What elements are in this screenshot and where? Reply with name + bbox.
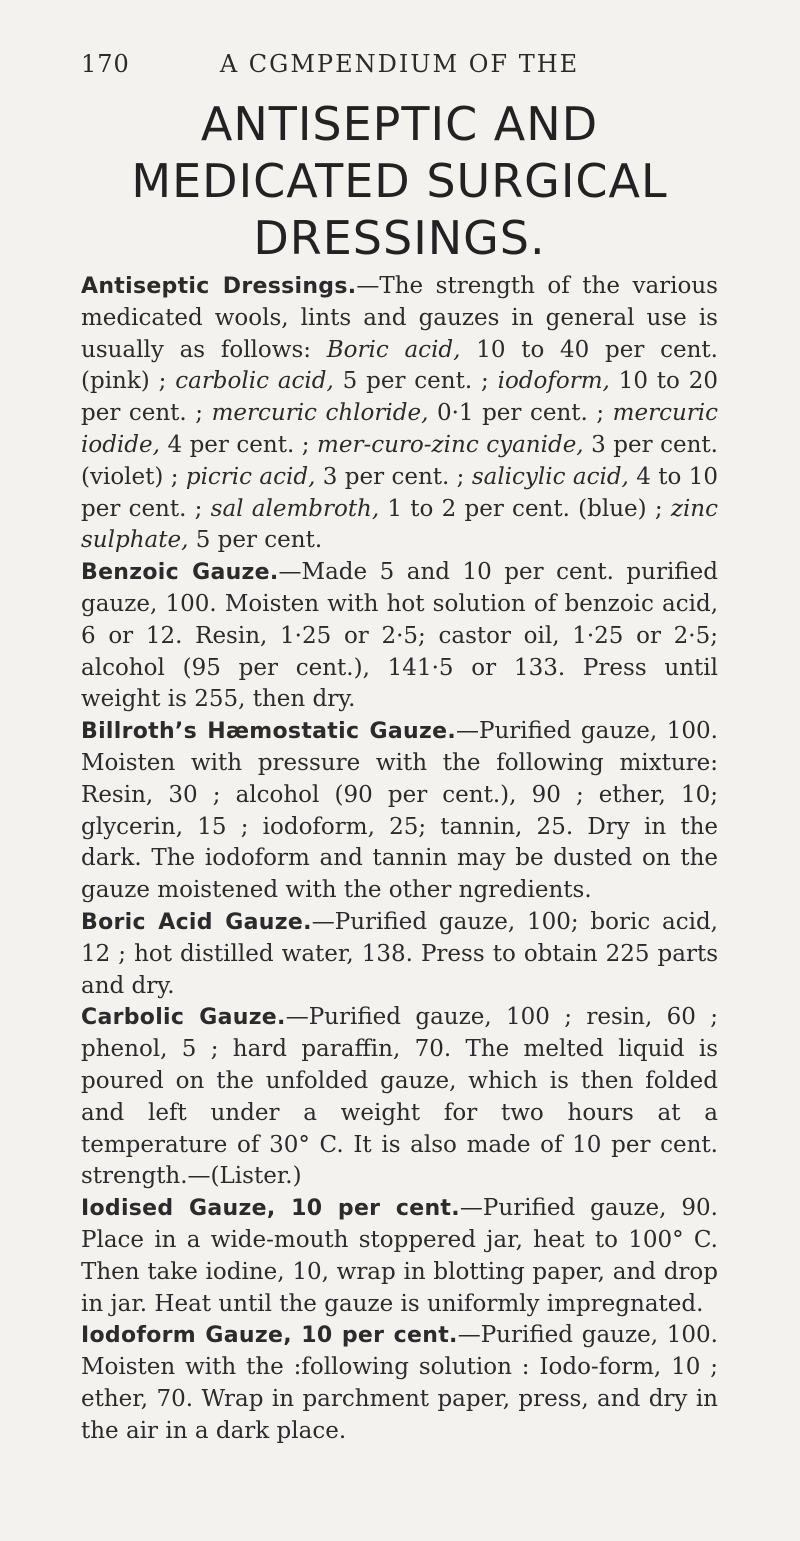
italic-term: mer-curo-zinc cyanide,	[317, 431, 584, 458]
italic-term: sal alembroth,	[210, 495, 380, 522]
italic-term: mercuric chloride,	[211, 400, 429, 427]
heading-boric-acid-gauze: Boric Acid Gauze.	[81, 909, 312, 935]
paragraph-antiseptic-dressings	[81, 271, 718, 557]
text-segment: 4 to 10 per cent. ;	[81, 463, 718, 522]
paragraph-iodoform-gauze	[81, 1320, 718, 1447]
page-body	[81, 271, 718, 1447]
title-line-2: MEDICATED SURGICAL	[131, 154, 668, 208]
chapter-title	[81, 96, 718, 267]
text-segment: 5 per cent.	[188, 527, 323, 554]
text-segment: 3 per cent. ;	[315, 463, 472, 490]
heading-carbolic-gauze: Carbolic Gauze.	[81, 1005, 286, 1031]
italic-term: iodoform,	[497, 368, 610, 395]
running-head: A CGMPENDIUM OF THE	[219, 50, 580, 78]
italic-term: carbolic acid,	[175, 368, 334, 395]
italic-term: mercuric iodide,	[81, 400, 719, 458]
title-line-1: ANTISEPTIC AND	[200, 97, 599, 151]
text-segment: 0·1 per cent. ;	[428, 400, 613, 427]
page-header	[81, 50, 718, 90]
paragraph-text: —Purified gauze, 90. Place in a wide-mouth stoppered jar, heat to 100° C. Then take iodine, 10, wrap in blotting paper, and drop in jar. Heat until the gauze is uniformly impregnated.	[81, 1195, 718, 1317]
text-segment: 10 to 20 per cent. ;	[81, 368, 718, 427]
italic-term: zinc sulphate,	[81, 495, 718, 554]
paragraph-boric-acid-gauze	[81, 907, 718, 1002]
paragraph-benzoic-gauze	[81, 557, 718, 716]
text-segment: 10 to 40 per cent. (pink) ;	[81, 336, 718, 395]
paragraph-iodised-gauze	[81, 1193, 718, 1320]
heading-billroth-gauze: Billroth’s Hæmostatic Gauze.	[81, 719, 456, 745]
paragraph-text: —Purified gauze, 100 ; resin, 60 ; phenol, 5 ; hard paraffin, 70. The melted liquid is poured on the unfolded gauze, which is then folded and left under a weight for two hours at a temperature of 30° C. It is also made of 10 per cent. strength.—(Lister.)	[81, 1004, 718, 1190]
paragraph-billroth-gauze	[81, 716, 718, 907]
heading-benzoic-gauze: Benzoic Gauze.	[81, 560, 279, 586]
italic-term: Boric acid,	[326, 336, 461, 363]
page-number: 170	[81, 50, 130, 78]
heading-iodised-gauze: Iodised Gauze, 10 per cent.	[81, 1196, 460, 1222]
paragraph-text: —Purified gauze, 100; boric acid, 12 ; hot distilled water, 138. Press to obtain 225 parts and dry.	[81, 908, 718, 999]
paragraph-carbolic-gauze	[81, 1002, 718, 1193]
text-segment: 4 per cent. ;	[159, 431, 318, 458]
text-segment: —The strength of the various medicated wools, lints and gauzes in general use is usually as follows:	[81, 273, 718, 363]
paragraph-text: —Purified gauze, 100. Moisten with pressure with the following mixture: Resin, 30 ; alcohol (90 per cent.), 90 ; ether, 10; glycerin, 15 ; iodoform, 25; tannin, 25. Dry in the dark. The iodoform and tannin may be dusted on the gauze moistened with the other ngredients.	[81, 718, 718, 904]
paragraph-text: —Purified gauze, 100. Moisten with the :following solution : Iodo-form, 10 ; ether, 70. Wrap in parchment paper, press, and dry in the air in a dark place.	[81, 1322, 718, 1444]
text-segment: 3 per cent. (violet) ;	[81, 431, 718, 490]
paragraph-text: —Made 5 and 10 per cent. purified gauze, 100. Moisten with hot solution of benzoic acid, 6 or 12. Resin, 1·25 or 2·5; castor oil, 1·25 or 2·5; alcohol (95 per cent.), 141·5 or 133. Press until weight is 255, then dry.	[81, 559, 718, 713]
text-segment: 5 per cent. ;	[333, 368, 498, 395]
italic-term: salicylic acid,	[471, 463, 629, 490]
title-line-3: DRESSINGS.	[253, 211, 546, 265]
heading-iodoform-gauze: Iodoform Gauze, 10 per cent.	[81, 1323, 458, 1349]
heading-antiseptic-dressings: Antiseptic Dressings.	[81, 274, 357, 299]
text-segment: 1 to 2 per cent. (blue) ;	[379, 495, 671, 522]
italic-term: picric acid,	[185, 463, 316, 490]
